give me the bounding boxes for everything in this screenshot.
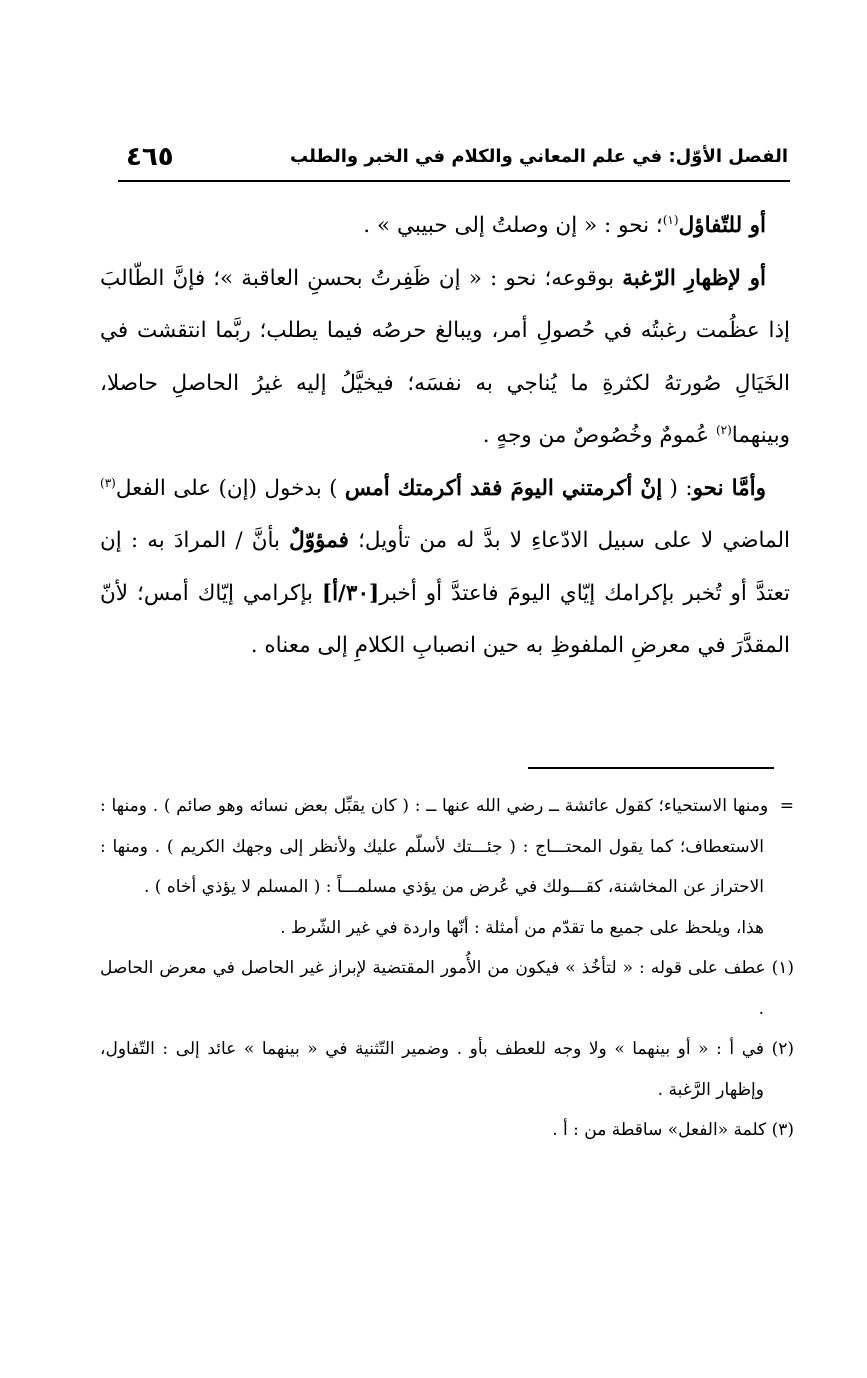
bold-term: أو لإظهارِ الرّغبة <box>622 265 766 291</box>
paragraph-text: بإكرامي إيّاك أمس؛ لأنّ المقدَّرَ في معرضِ الملفوظِ به حين انصبابِ الكلامِ إلى معناه . <box>100 580 790 658</box>
paragraph-text: ) بدخول (إن) على الفعل <box>115 475 345 501</box>
paragraph-text: : ( <box>662 475 693 501</box>
footnote-ref: (١) <box>662 212 679 227</box>
footnotes <box>100 786 794 1151</box>
running-title: الفصل الأوّل: في علم المعاني والكلام في الخبر والطلب <box>290 146 788 167</box>
footnote-text: وهو صائم ) . ومنها : الاستعطاف؛ كما يقول المحتـــاج : ( جئـــتك لأسلّم عليك ولأنظر إلى وجهك الكريم ) . ومنها : الاحتراز عن المخاشنة، كقـــولك في عُرض من يؤذي مسلمـــاً : ( المسلم لا يؤذي أخاه ) . <box>100 796 764 897</box>
page-number: ٤٦٥ <box>126 142 174 172</box>
footnote-2: (٢) في أ : « أو بينهما » ولا وجه للعطف بأو . وضمير التّثنية في « بينهما » عائد إلى : التّفاول، وإظهار الرَّغبة . <box>100 1039 794 1100</box>
bold-term: أو للتّفاؤل <box>678 213 766 238</box>
main-text <box>100 200 790 673</box>
paragraph-optimism <box>100 200 790 253</box>
footnote-text: ومنها الاستحياء؛ كقول عائشة ــ رضي الله عنها ــ : ( كان يقبِّل بعض نسائه <box>249 796 769 816</box>
continuation-marker: = <box>779 796 794 816</box>
footnote-general-note: هذا، ويلحظ على جميع ما تقدّم من أمثلة : أنّها واردة في غير الشّرط . <box>280 917 764 938</box>
footnote-3: (٣) كلمة «الفعل» ساقطة من : أ . <box>552 1120 794 1140</box>
paragraph-text: ؛ نحو : « إن وصلتُ إلى حبيبي » . <box>363 213 663 238</box>
manuscript-folio-marker: [٣٠/أ] <box>321 580 380 606</box>
footnote-separator <box>528 767 774 769</box>
footnote-continuation <box>100 786 794 908</box>
footnote-ref: (٢) <box>715 422 732 437</box>
page-header <box>118 140 790 182</box>
bold-term: وأمَّا نحو <box>692 475 766 501</box>
paragraph-example <box>100 463 790 673</box>
paragraph-text: بوقوعه؛ نحو : « إن ظَفِرتُ بحسنِ العاقبة »؛ فإنَّ الطّالبَ إذا عظُمت رغبتُه في حُصولِ أمر، ويبالغ حرصُه فيما يطلب؛ ربَّما انتقشت في الخَيَالِ صُورتهُ لكثرةِ ما يُناجي به نفسَه؛ فيخيَّلُ إليه غيرُ الحاصلِ حاصلا، وبينهما <box>100 265 790 448</box>
paragraph-text: الماضي لا على سبيل الادّعاءِ لا بدَّ له من تأويل؛ <box>348 528 790 553</box>
bold-example: إنْ أكرمتني اليومَ فقد أكرمتك أمس <box>344 475 663 501</box>
paragraph-text: بأنَّ / المرادَ به : إن تعتدَّ أو تُخبر بإكرامك إيّاي اليومَ فاعتدَّ أو أخبر <box>100 528 790 606</box>
bold-term: فمؤوّلٌ <box>289 528 349 553</box>
paragraph-text: عُمومٌ وخُصُوصٌ من وجهٍ . <box>482 423 716 448</box>
footnote-1: (١) عطف على قوله : « لتأخُذ » فيكون من الأُمور المقتضية لإبراز غير الحاصل في معرض الحاصل . <box>100 958 794 1019</box>
footnote-ref: (٣) <box>100 475 116 490</box>
paragraph-desire <box>100 253 790 463</box>
